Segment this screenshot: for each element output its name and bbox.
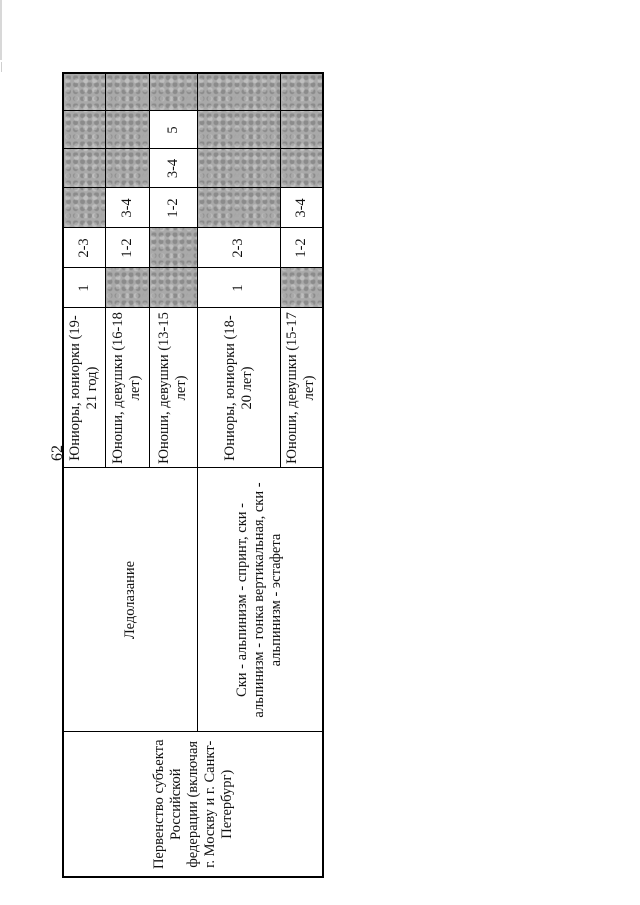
rank-cell-shaded (63, 73, 105, 111)
rank-cell: 2-3 (63, 228, 105, 268)
rank-cell-shaded (149, 228, 197, 268)
rank-cell: 1 (197, 268, 280, 308)
age-group-cell: Юниоры, юниорки (19-21 год) (63, 308, 105, 468)
rank-cell-shaded (63, 111, 105, 149)
rank-cell-shaded (197, 188, 280, 228)
rank-cell-shaded (105, 73, 149, 111)
rotated-table-container (62, 74, 322, 878)
rank-cell-shaded (280, 268, 323, 308)
table-row (63, 73, 105, 877)
age-group-cell: Юноши, девушки (13-15 лет) (149, 308, 197, 468)
rank-cell-shaded (197, 149, 280, 188)
rank-cell-shaded (197, 73, 280, 111)
rank-cell-shaded (105, 268, 149, 308)
discipline-cell: Ледолазание (63, 468, 197, 732)
age-group-cell: Юниоры, юниорки (18-20 лет) (197, 308, 280, 468)
rank-cell: 1 (63, 268, 105, 308)
scan-edge-mark (1, 62, 2, 72)
age-group-cell: Юноши, девушки (15-17 лет) (280, 308, 323, 468)
rank-cell-shaded (280, 73, 323, 111)
scan-edge-mark (0, 0, 2, 60)
rank-cell-shaded (105, 149, 149, 188)
age-group-cell: Юноши, девушки (16-18 лет) (105, 308, 149, 468)
rank-cell-shaded (149, 73, 197, 111)
rank-cell: 3-4 (105, 188, 149, 228)
rank-cell: 3-4 (280, 188, 323, 228)
rank-cell-shaded (197, 111, 280, 149)
rank-cell: 2-3 (197, 228, 280, 268)
rank-cell: 1-2 (105, 228, 149, 268)
rank-cell: 1-2 (149, 188, 197, 228)
rank-cell-shaded (105, 111, 149, 149)
rank-cell-shaded (63, 149, 105, 188)
rank-cell-shaded (63, 188, 105, 228)
rank-cell-shaded (280, 111, 323, 149)
rank-cell: 1-2 (280, 228, 323, 268)
page-number: 62 (49, 445, 66, 461)
competition-cell: Первенство субъекта Российской федерации (включая г. Москву и г. Санкт-Петербург) (63, 732, 323, 877)
rank-cell: 3-4 (149, 149, 197, 188)
rank-assignment-table (62, 72, 324, 878)
rank-cell-shaded (149, 268, 197, 308)
discipline-cell: Ски - альпинизм - спринт, ски - альпинизм - гонка вертикальная, ски - альпинизм - эстафета (197, 468, 323, 732)
rank-cell: 5 (149, 111, 197, 149)
rank-cell-shaded (280, 149, 323, 188)
